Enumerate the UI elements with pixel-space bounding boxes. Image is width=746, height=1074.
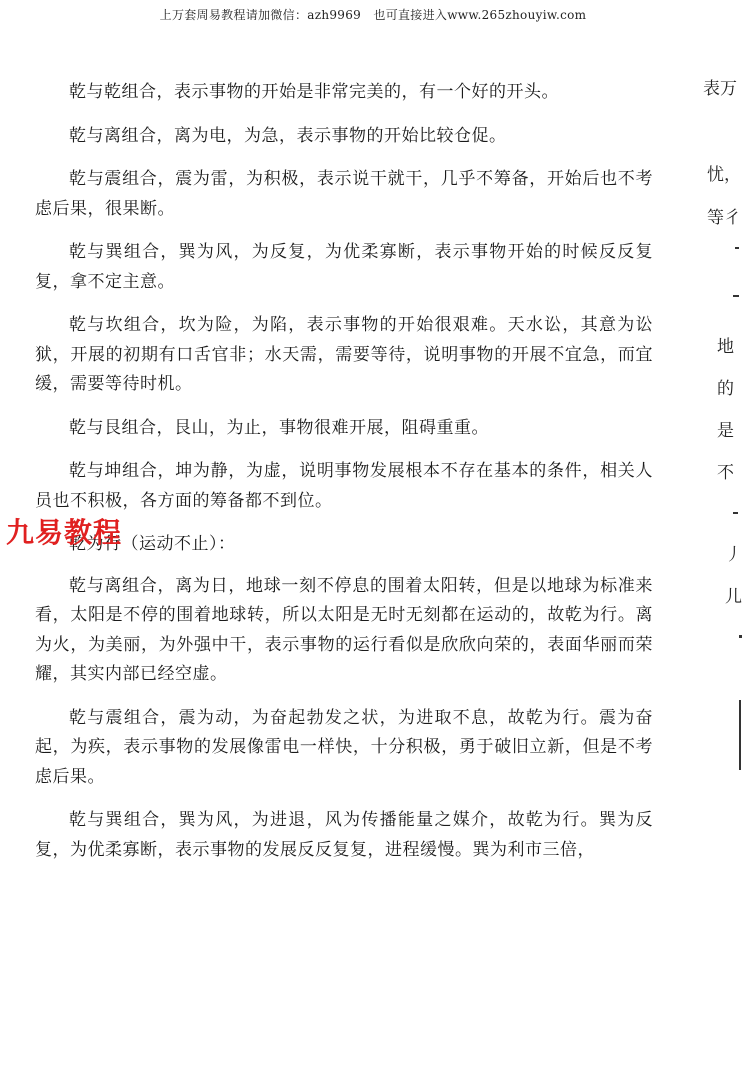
adjacent-page-text: 忧， [707,165,741,185]
section-heading: 乾为行（运动不止）： [69,534,236,554]
adjacent-page-text: 等彳 [707,208,741,228]
paragraph: 乾与巽组合，巽为风，为进退，风为传播能量之媒介，故乾为行。巽为反复，为优柔寡断，表示事物的发展反反复复，进程缓慢。巽为利市三倍， [35,810,653,860]
adjacent-page-text: 丿 [725,545,742,565]
adjacent-page-text: 是 [717,421,734,441]
paragraph: 乾与离组合，离为日，地球一刻不停息的围着太阳转，但是以地球为标准来看，太阳是不停的围着地球转，所以太阳是无时无刻都在运动的，故乾为行。离为火，为美丽，为外强中干，表示事物的运行看似是欣欣向荣的，表面华丽而荣耀，其实内部已经空虚。 [35,575,653,684]
page-header-banner: 上万套周易教程请加微信：azh9969 也可直接进入www.265zhouyiw.com [159,8,587,22]
adjacent-page-text: 的 [717,379,734,399]
paragraph: 乾与乾组合，表示事物的开始是非常完美的，有一个好的开头。 [69,82,559,102]
paragraph: 乾与艮组合，艮山，为止，事物很难开展，阻碍重重。 [69,417,489,438]
adjacent-page-text: 儿 [725,587,742,607]
scan-speck [733,295,739,297]
scan-speck [739,635,742,638]
scan-speck [739,700,741,770]
paragraph: 乾与巽组合，巽为风，为反复，为优柔寡断，表示事物开始的时候反反复复，拿不定主意。 [35,242,653,292]
adjacent-page-text: 地 [717,337,734,357]
scan-speck [733,512,738,514]
scan-speck [735,247,739,249]
paragraph: 乾与坤组合，坤为静，为虚，说明事物发展根本不存在基本的条件，相关人员也不积极，各方面的筹备都不到位。 [35,461,653,511]
paragraph: 乾与震组合，震为雷，为积极，表示说干就干，几乎不筹备，开始后也不考虑后果，很果断。 [35,169,653,219]
paragraph: 乾与离组合，离为电，为急，表示事物的开始比较仓促。 [69,125,507,146]
adjacent-page-text: 表万 [703,79,737,99]
paragraph: 乾与震组合，震为动，为奋起勃发之状，为进取不息，故乾为行。震为奋起，为疾，表示事物的发展像雷电一样快，十分积极，勇于破旧立新，但是不考虑后果。 [35,707,653,787]
adjacent-page-strip [695,0,746,1074]
adjacent-page-text: 不 [717,463,734,483]
document-body [35,78,653,879]
paragraph: 乾与坎组合，坎为险，为陷，表示事物的开始很艰难。天水讼，其意为讼狱，开展的初期有口舌官非；水天需，需要等待，说明事物的开展不宜急，而宜缓，需要等待时机。 [35,315,653,394]
watermark-logo: 九易教程 [6,516,123,549]
